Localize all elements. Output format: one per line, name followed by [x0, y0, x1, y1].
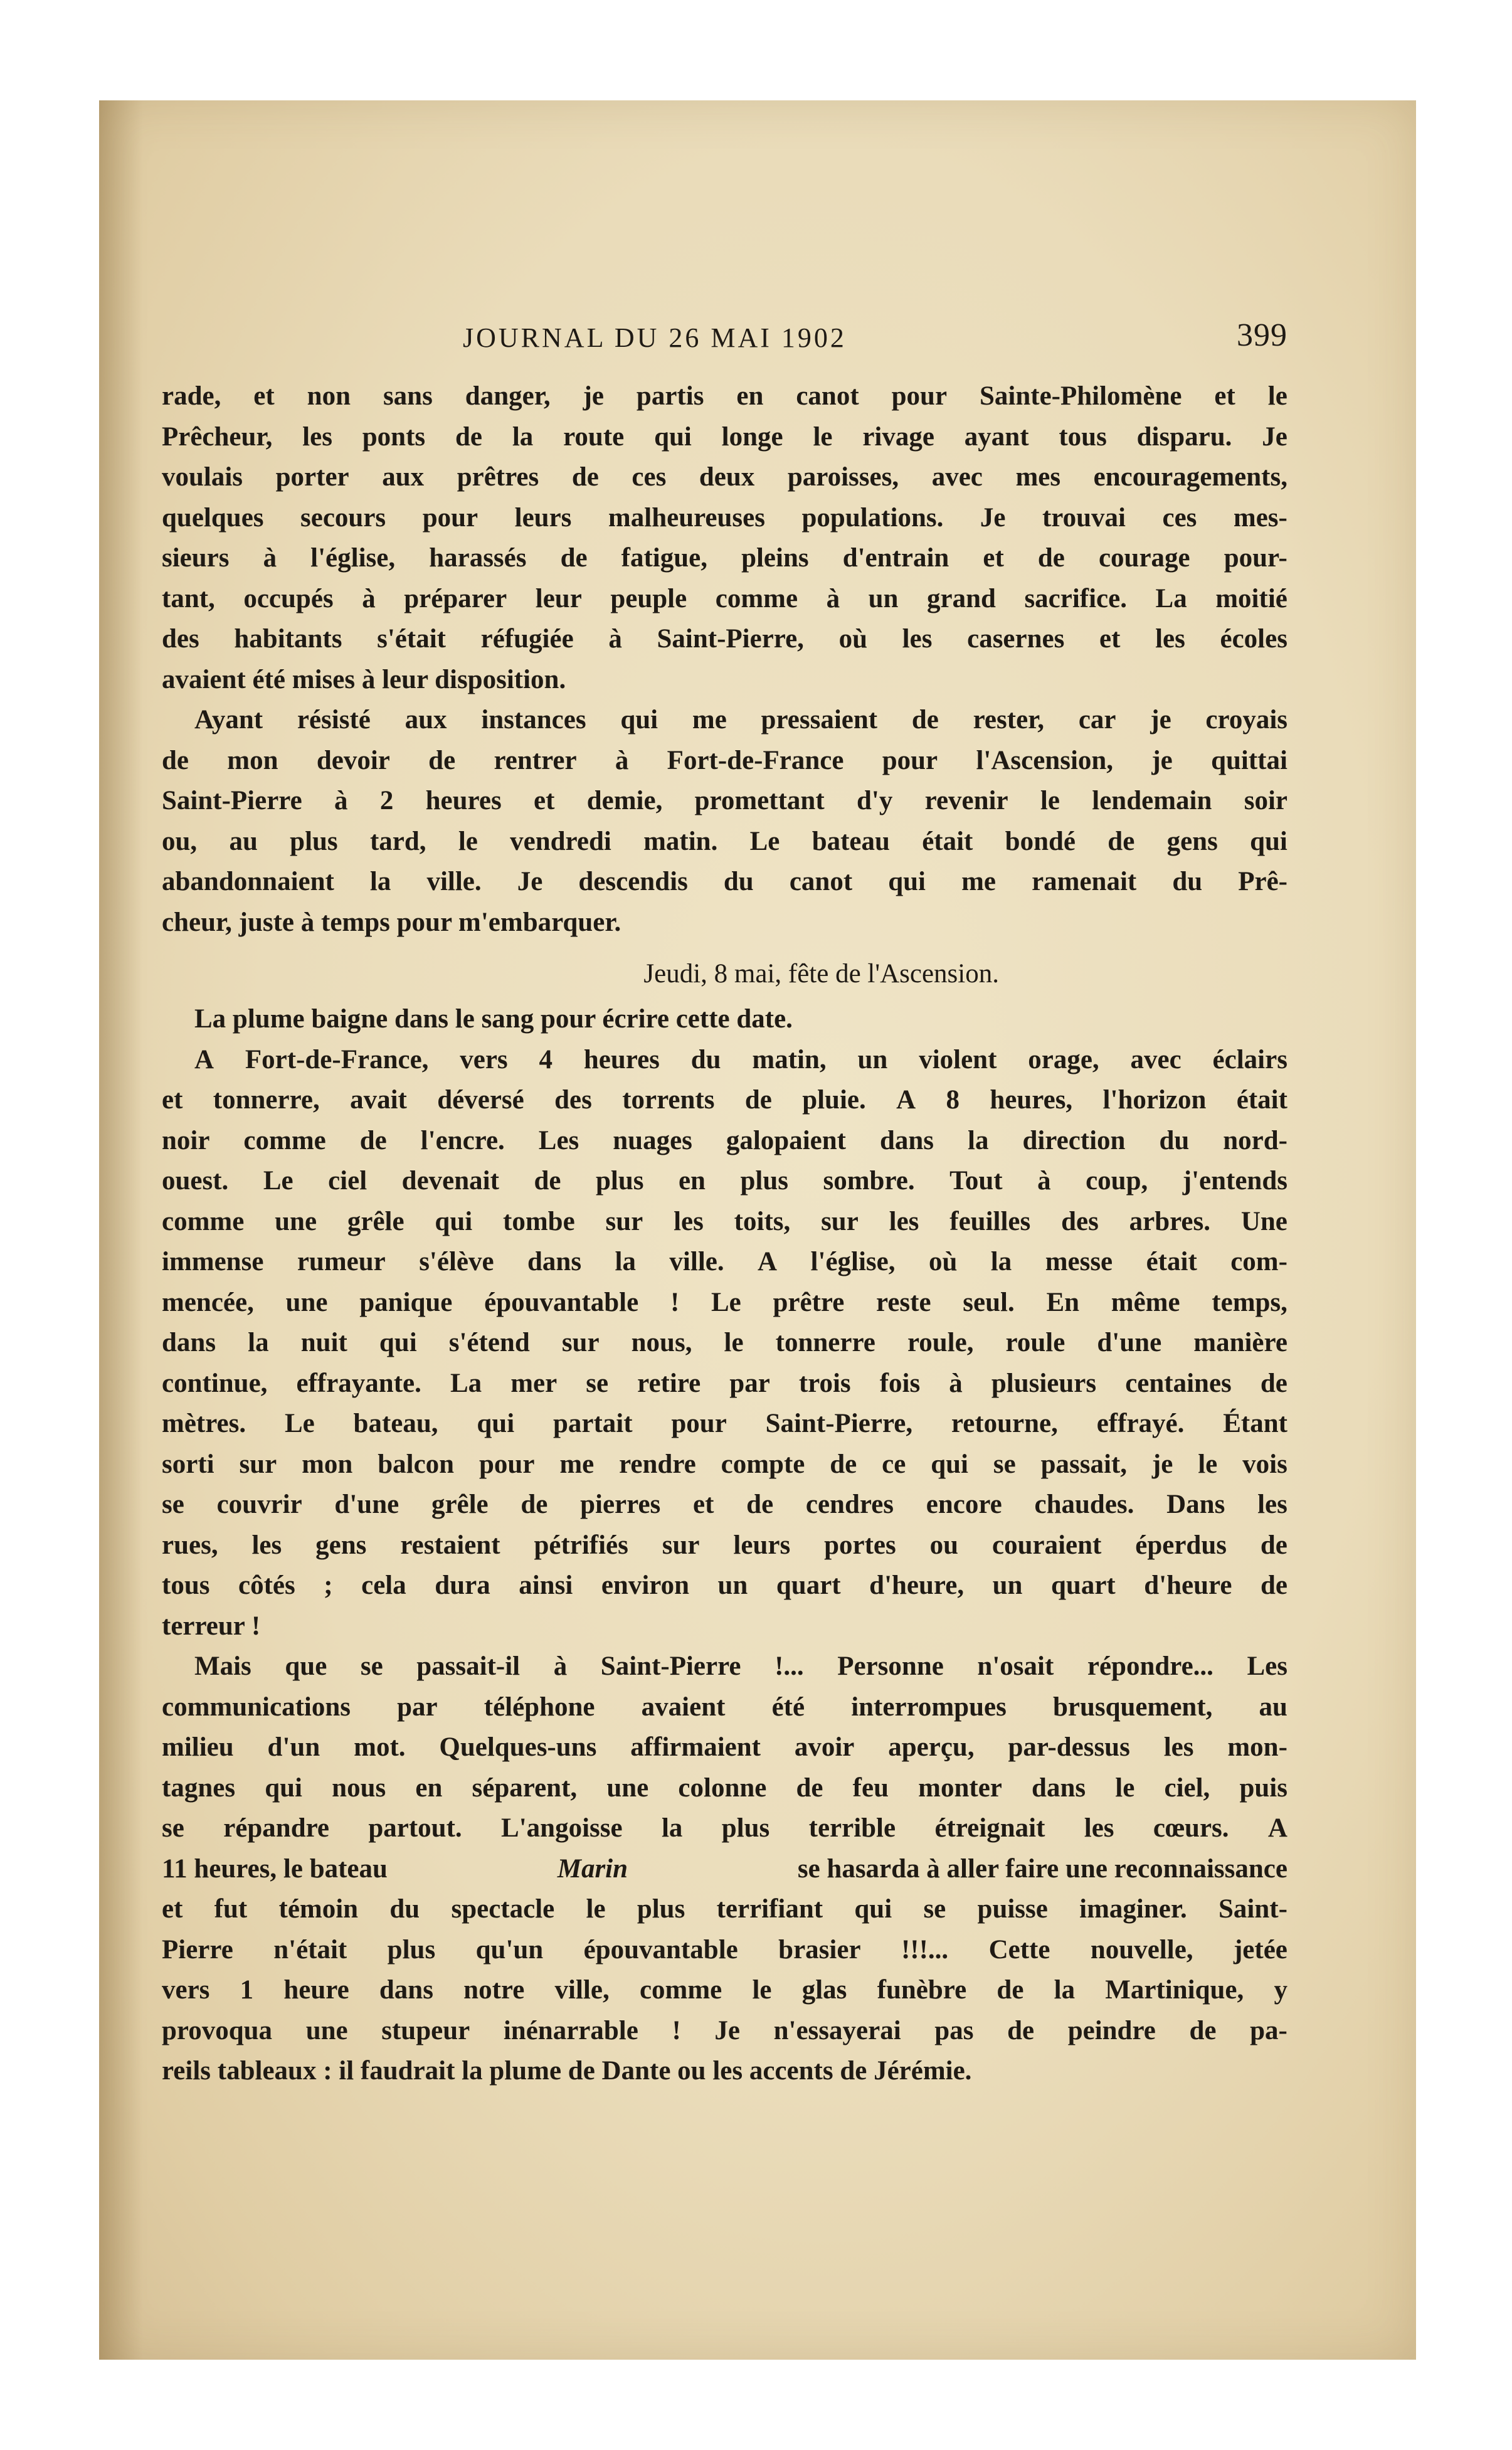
text-line: vers 1 heure dans notre ville, comme le glas funèbre de la Martinique, y — [162, 1975, 1287, 2005]
text-line: de mon devoir de rentrer à Fort-de-France pour l'Ascension, je quittai — [162, 745, 1287, 775]
text-line: A Fort-de-France, vers 4 heures du matin, un violent orage, avec éclairs — [194, 1044, 1287, 1074]
text-line: tous côtés ; cela dura ainsi environ un quart d'heure, un quart d'heure de — [162, 1571, 1287, 1600]
text-line: avaient été mises à leur disposition. — [162, 664, 566, 694]
text-line: tagnes qui nous en séparent, une colonne de feu monter dans le ciel, puis — [162, 1773, 1287, 1803]
text-line: abandonnaient la ville. Je descendis du canot qui me ramenait du Prê- — [162, 867, 1287, 896]
paragraph — [162, 999, 1287, 1040]
text-line: rues, les gens restaient pétrifiés sur leurs portes ou couraient éperdus de — [162, 1530, 1287, 1560]
paragraph — [162, 700, 1287, 943]
text-line: et tonnerre, avait déversé des torrents de pluie. A 8 heures, l'horizon était — [162, 1085, 1287, 1115]
scanned-page — [99, 100, 1416, 2360]
running-title: JOURNAL DU 26 MAI 1902 — [463, 322, 847, 353]
paragraph — [162, 376, 1287, 700]
text-line: sieurs à l'église, harassés de fatigue, pleins d'entrain et de courage pour- — [162, 543, 1287, 573]
text-line: se couvrir d'une grêle de pierres et de cendres encore chaudes. Dans les — [162, 1490, 1287, 1519]
text-line: quelques secours pour leurs malheureuses populations. Je trouvai ces mes- — [162, 502, 1287, 533]
text-line: mencée, une panique épouvantable ! Le prêtre reste seul. En même temps, — [162, 1287, 1287, 1317]
text-line: ou, au plus tard, le vendredi matin. Le bateau était bondé de gens qui — [162, 826, 1287, 856]
text-line: voulais porter aux prêtres de ces deux paroisses, avec mes encouragements, — [162, 462, 1287, 492]
paragraph — [162, 1647, 1287, 2092]
text-fragment: se hasarda à aller faire une reconnaissance — [791, 1853, 1287, 1884]
text-line: dans la nuit qui s'étend sur nous, le tonnerre roule, roule d'une manière — [162, 1328, 1287, 1357]
text-line: immense rumeur s'élève dans la ville. A l'église, où la messe était com- — [162, 1247, 1287, 1276]
text-line: milieu d'un mot. Quelques-uns affirmaient avoir aperçu, par-dessus les mon- — [162, 1732, 1287, 1762]
text-line: Prêcheur, les ponts de la route qui longe le rivage ayant tous disparu. Je — [162, 422, 1287, 452]
binding-shadow — [99, 100, 143, 2360]
running-head — [99, 317, 1287, 361]
boat-name: Marin — [557, 1853, 628, 1884]
paragraph — [162, 1040, 1287, 1647]
text-line: mètres. Le bateau, qui partait pour Saint-Pierre, retourne, effrayé. Étant — [162, 1409, 1287, 1438]
text-line: cheur, juste à temps pour m'embarquer. — [162, 907, 621, 937]
text-line: des habitants s'était réfugiée à Saint-Pierre, où les casernes et les écoles — [162, 624, 1287, 654]
text-line: se répandre partout. L'angoisse la plus terrible étreignait les cœurs. A — [162, 1813, 1287, 1843]
text-line-boat — [162, 1849, 1287, 1890]
text-fragment: 11 heures, le bateau — [162, 1853, 394, 1884]
text-line: La plume baigne dans le sang pour écrire cette date. — [194, 1004, 793, 1034]
text-line: communications par téléphone avaient été interrompues brusquement, au — [162, 1692, 1287, 1722]
text-line: Pierre n'était plus qu'un épouvantable brasier !!!... Cette nouvelle, jetée — [162, 1934, 1287, 1965]
text-line: et fut témoin du spectacle le plus terrifiant qui se puisse imaginer. Saint- — [162, 1894, 1287, 1924]
text-line: provoqua une stupeur inénarrable ! Je n'essayerai pas de peindre de pa- — [162, 2015, 1287, 2045]
text-line: Ayant résisté aux instances qui me pressaient de rester, car je croyais — [194, 705, 1287, 734]
page-number: 399 — [1237, 317, 1287, 353]
text-line: comme une grêle qui tombe sur les toits, sur les feuilles des arbres. Une — [162, 1206, 1287, 1236]
text-line: Mais que se passait-il à Saint-Pierre !... Personne n'osait répondre... Les — [194, 1652, 1287, 1681]
body-text — [162, 376, 1287, 2092]
text-line: terreur ! — [162, 1611, 261, 1641]
text-line: Saint-Pierre à 2 heures et demie, promettant d'y revenir le lendemain soir — [162, 786, 1287, 815]
text-line: rade, et non sans danger, je partis en canot pour Sainte-Philomène et le — [162, 381, 1287, 411]
text-line: ouest. Le ciel devenait de plus en plus sombre. Tout à coup, j'entends — [162, 1166, 1287, 1196]
dateline: Jeudi, 8 mai, fête de l'Ascension. — [643, 959, 999, 989]
text-line: sorti sur mon balcon pour me rendre compte de ce qui se passait, je le vois — [162, 1449, 1287, 1479]
text-line: noir comme de l'encre. Les nuages galopaient dans la direction du nord- — [162, 1125, 1287, 1155]
text-line: continue, effrayante. La mer se retire par trois fois à plusieurs centaines de — [162, 1368, 1287, 1398]
text-line: reils tableaux : il faudrait la plume de Dante ou les accents de Jérémie. — [162, 2056, 972, 2086]
text-line: tant, occupés à préparer leur peuple comme à un grand sacrifice. La moitié — [162, 583, 1287, 613]
